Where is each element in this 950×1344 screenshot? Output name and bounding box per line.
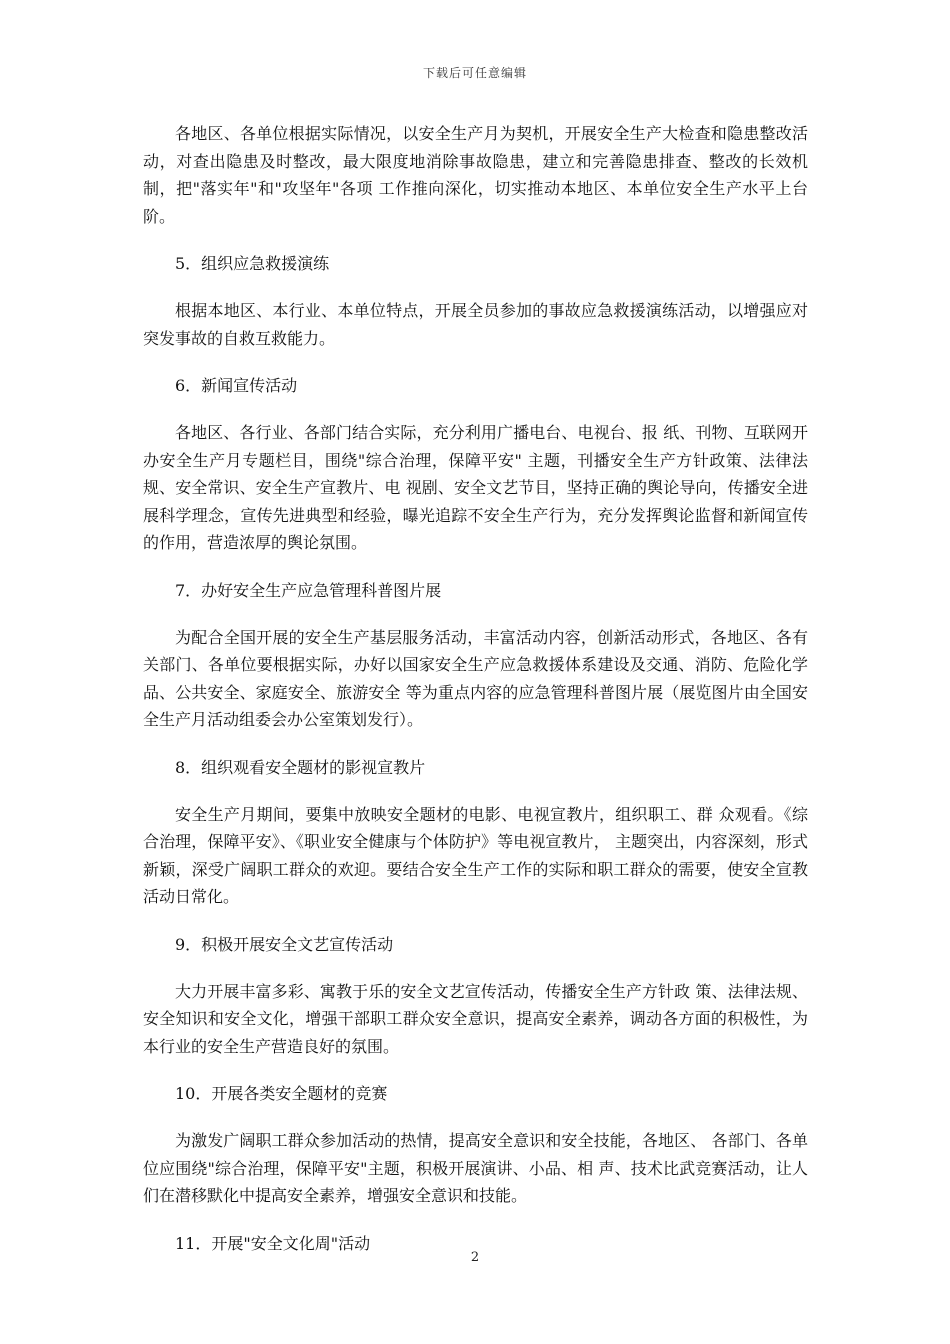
page-header: 下载后可任意编辑 [422, 66, 527, 80]
section-heading: 6．新闻宣传活动 [175, 376, 298, 395]
paragraph: 大力开展丰富多彩、寓教于乐的安全文艺宣传活动，传播安全生产方针政 策、法律法规、安全知识和安全文化，增强干部职工群众安全意识，提高安全素养，调动各方面的积极性，为本行业的安全生产营造良好的氛围。 [143, 981, 808, 1056]
section-heading: 7．办好安全生产应急管理科普图片展 [175, 580, 442, 600]
paragraph: 为配合全国开展的安全生产基层服务活动，丰富活动内容，创新活动形式，各地区、各有关部门、各单位要根据实际，办好以国家安全生产应急救援体系建设及交通、消防、危险化学品、公共安全、家庭安全、旅游安全 等为重点内容的应急管理科普图片展（展览图片由全国安全生产月活动组委会办公室策划发行）。 [143, 627, 808, 729]
page-number: 2 [470, 1250, 480, 1265]
section-heading: 9．积极开展安全文艺宣传活动 [175, 934, 394, 954]
paragraph: 为激发广阔职工群众参加活动的热情，提高安全意识和安全技能，各地区、 各部门、各单位应围绕"综合治理，保障平安"主题，积极开展演讲、小品、相 声、技术比武竞赛活动，让人们在潜移默化中提高安全素养，增强安全意识和技能。 [143, 1131, 808, 1205]
section-heading: 5．组织应急救援演练 [175, 254, 330, 273]
section-heading: 8．组织观看安全题材的影视宣教片 [175, 757, 426, 777]
paragraph: 各地区、各行业、各部门结合实际，充分利用广播电台、电视台、报 纸、刊物、互联网开办安全生产月专题栏目，围绕"综合治理，保障平安" 主题，刊播安全生产方针政策、法律法规、安全常识、安全生产宣教片、电 视剧、安全文艺节目，坚持正确的舆论导向，传播安全进展科学理念，宣传先进典型和经验，曝光追踪不安全生产行为，充分发挥舆论监督和新闻宣传的作用，营造浓厚的舆论氛围。 [143, 423, 808, 552]
paragraph: 各地区、各单位根据实际情况，以安全生产月为契机，开展安全生产大检查和隐患整改活动，对查出隐患及时整改，最大限度地消除事故隐患，建立和完善隐患排查、整改的长效机制，把"落实年"和"攻坚年"各项 工作推向深化，切实推动本地区、本单位安全生产水平上台阶。 [143, 124, 808, 226]
paragraph: 安全生产月期间，要集中放映安全题材的电影、电视宣教片，组织职工、群 众观看。《综合治理，保障平安》、《职业安全健康与个体防护》等电视宣教片， 主题突出，内容深刻，形式新颖，深受广阔职工群众的欢迎。要结合安全生产工作的实际和职工群众的需要，使安全宣教活动日常化。 [143, 804, 808, 906]
paragraph: 根据本地区、本行业、本单位特点，开展全员参加的事故应急救援演练活动，以增强应对突发事故的自救互救能力。 [143, 301, 808, 348]
section-heading: 10．开展各类安全题材的竞赛 [175, 1084, 388, 1103]
section-heading: 11．开展"安全文化周"活动 [175, 1233, 371, 1253]
document-body [143, 120, 808, 1277]
